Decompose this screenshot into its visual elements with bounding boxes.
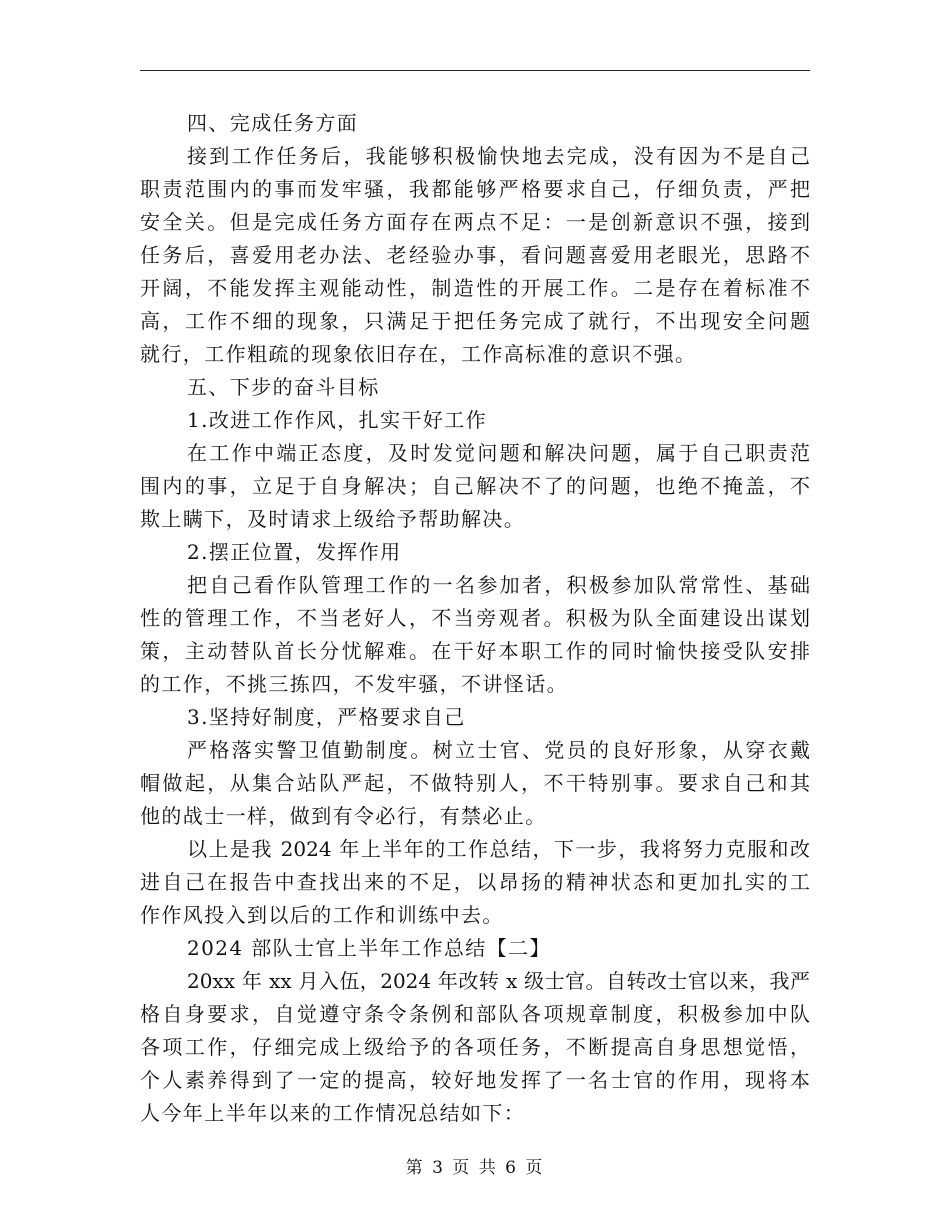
text-line: 接到工作任务后，我能够积极愉快地去完成，没有因为不是自己 [187, 144, 810, 168]
text-line: 把自己看作队管理工作的一名参加者，积极参加队常常性、基础 [187, 573, 810, 597]
header-divider [140, 70, 810, 71]
text-line: 各项工作，仔细完成上级给予的各项任务，不断提高自身思想觉悟， [140, 1035, 810, 1059]
text-line: 2024 部队士官上半年工作总结【二】 [187, 936, 551, 960]
text-line: 他的战士一样，做到有令必行，有禁必止。 [140, 804, 547, 828]
text-line: 开阔，不能发挥主观能动性，制造性的开展工作。二是存在着标准不 [140, 276, 810, 300]
page-number-footer: 第 3 页 共 6 页 [405, 1158, 545, 1178]
text-line: 任务后，喜爱用老办法、老经验办事，看问题喜爱用老眼光，思路不 [140, 243, 810, 267]
text-line: 在工作中端正态度，及时发觉问题和解决问题，属于自己职责范 [187, 441, 810, 465]
text-line: 帽做起，从集合站队严起，不做特别人，不干特别事。要求自己和其 [140, 771, 810, 795]
text-line: 个人素养得到了一定的提高，较好地发挥了一名士官的作用，现将本 [140, 1068, 810, 1092]
text-line: 欺上瞒下，及时请求上级给予帮助解决。 [140, 507, 526, 531]
text-line: 3.坚持好制度，严格要求自己 [187, 705, 466, 729]
text-line: 2.摆正位置，发挥作用 [187, 540, 402, 564]
text-line: 作作风投入到以后的工作和训练中去。 [140, 903, 504, 927]
text-line: 以上是我 2024 年上半年的工作总结，下一步，我将努力克服和改 [187, 837, 810, 861]
text-line: 格自身要求，自觉遵守条令条例和部队各项规章制度，积极参加中队 [140, 1002, 810, 1026]
text-line: 性的管理工作，不当老好人，不当旁观者。积极为队全面建设出谋划 [140, 606, 810, 630]
text-line: 安全关。但是完成任务方面存在两点不足：一是创新意识不强，接到 [140, 210, 810, 234]
text-line: 高，工作不细的现象，只满足于把任务完成了就行，不出现安全问题 [140, 309, 810, 333]
text-line: 进自己在报告中查找出来的不足，以昂扬的精神状态和更加扎实的工 [140, 870, 810, 894]
body-text [140, 107, 810, 1130]
text-line: 围内的事，立足于自身解决；自己解决不了的问题，也绝不掩盖，不 [140, 474, 810, 498]
text-line: 20xx 年 xx 月入伍，2024 年改转 x 级士官。自转改士官以来，我严 [187, 969, 810, 993]
text-line: 四、完成任务方面 [187, 111, 359, 135]
text-line: 五、下步的奋斗目标 [187, 375, 380, 399]
text-line: 的工作，不挑三拣四，不发牢骚，不讲怪话。 [140, 672, 568, 696]
text-line: 人今年上半年以来的工作情况总结如下： [140, 1101, 526, 1125]
text-line: 策，主动替队首长分忧解难。在干好本职工作的同时愉快接受队安排 [140, 639, 810, 663]
text-line: 职责范围内的事而发牢骚，我都能够严格要求自己，仔细负责，严把 [140, 177, 810, 201]
text-line: 严格落实警卫值勤制度。树立士官、党员的良好形象，从穿衣戴 [187, 738, 810, 762]
text-line: 就行，工作粗疏的现象依旧存在，工作高标准的意识不强。 [140, 342, 697, 366]
text-line: 1.改进工作作风，扎实干好工作 [187, 408, 488, 432]
